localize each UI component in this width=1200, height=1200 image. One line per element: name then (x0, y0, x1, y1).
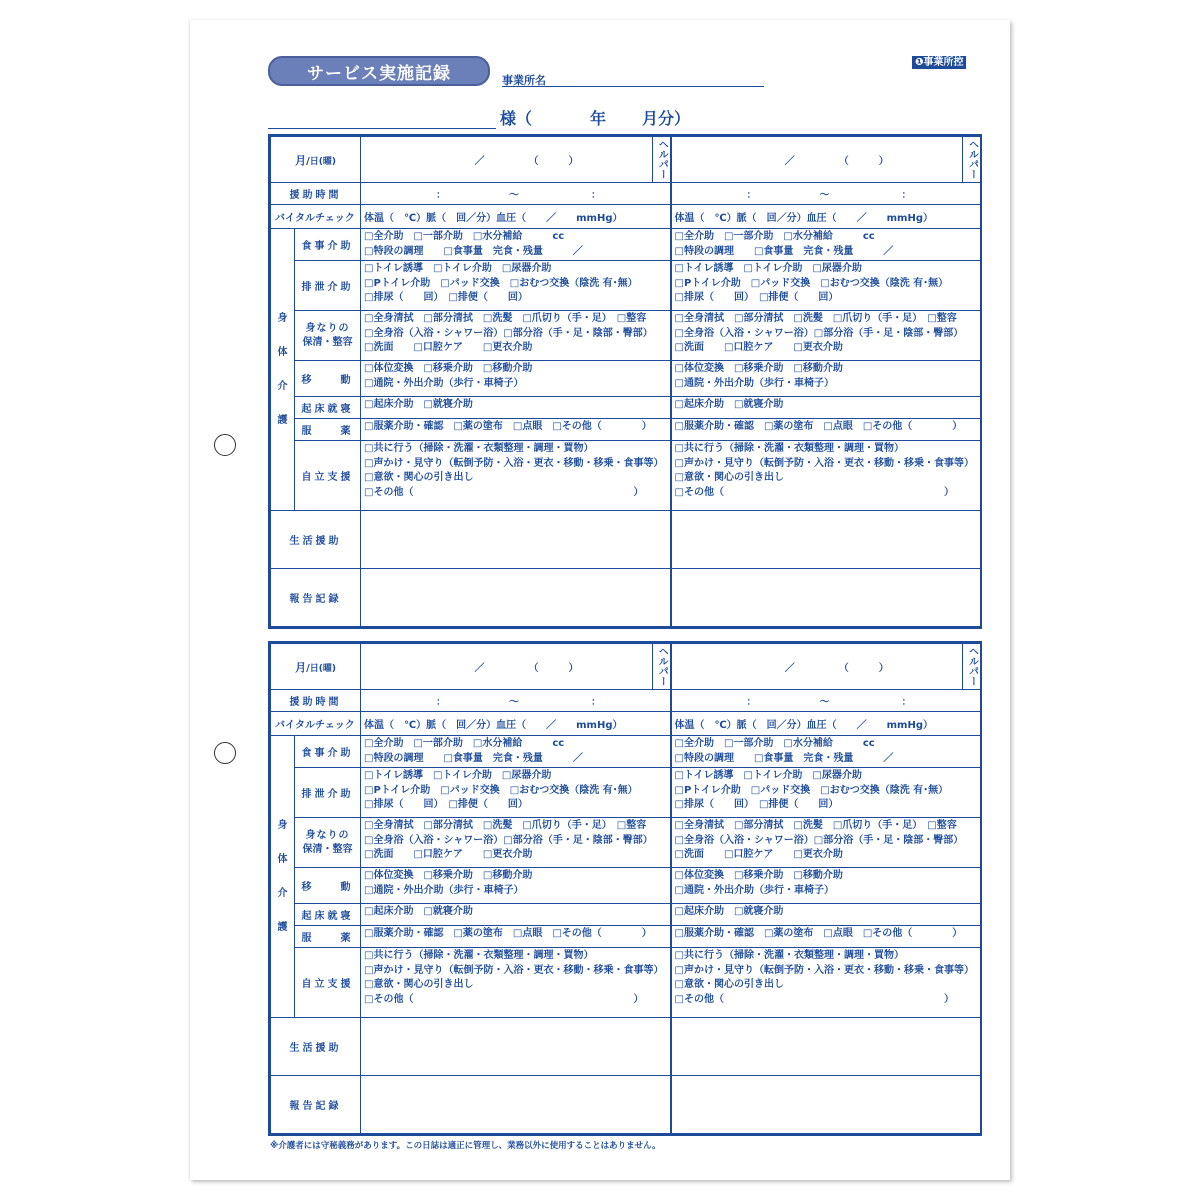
life-support-label: 生活援助 (271, 1018, 361, 1076)
vital-label: バイタルチェック (271, 712, 361, 736)
grooming-label: 身なりの 保清・整容 (295, 311, 361, 361)
client-period-row (500, 106, 690, 129)
report-field-left[interactable] (361, 1076, 671, 1134)
office-copy-badge: ❶事業所控 (912, 56, 966, 69)
meal-options-left[interactable]: □全介助 □一部介助 □水分補給 cc □特段の調理 □食事量 完食・残量 ／ (361, 736, 671, 768)
vital-label: バイタルチェック (271, 205, 361, 229)
meal-options-right[interactable]: □全介助 □一部介助 □水分補給 cc □特段の調理 □食事量 完食・残量 ／ (671, 736, 981, 768)
move-options-left[interactable]: □体位変換 □移乗介助 □移動介助 □通院・外出介助（歩行・車椅子） (361, 868, 671, 904)
helper-label-left: ヘルパー (653, 644, 671, 690)
excretion-options-right[interactable]: □トイレ誘導 □トイレ介助 □尿器介助 □Pトイレ介助 □パッド交換 □おむつ交換（陰洗 有･無） □排尿（ 回） □排便（ 回） (671, 768, 981, 818)
report-label: 報告記録 (271, 1076, 361, 1134)
medication-options-left[interactable]: □服薬介助・確認 □薬の塗布 □点眼 □その他（ ） (361, 419, 671, 441)
binder-hole-top (214, 434, 236, 456)
date-field-left[interactable]: ／ （ ） (361, 644, 653, 690)
independence-options-left[interactable]: □共に行う（掃除・洗濯・衣類整理・調理・買物） □声かけ・見守り（転倒予防・入浴・更衣・移動・移乗・食事等） □意欲・関心の引き出し □その他（ ） (361, 948, 671, 1018)
wake-sleep-options-left[interactable]: □起床介助 □就寝介助 (361, 904, 671, 926)
grooming-options-left[interactable]: □全身清拭 □部分清拭 □洗髪 □爪切り（手・足） □整容 □全身浴（入浴・シャワー浴）□部分浴（手・足・陰部・臀部） □洗面 □口腔ケア □更衣介助 (361, 311, 671, 361)
wake-sleep-options-right[interactable]: □起床介助 □就寝介助 (671, 904, 981, 926)
date-field-right[interactable]: ／ （ ） (671, 137, 963, 183)
move-label: 移 動 (295, 868, 361, 904)
life-support-field-right[interactable] (671, 1018, 981, 1076)
date-label: 月/日(曜) (271, 644, 361, 690)
client-name-field[interactable] (268, 128, 496, 129)
office-name-label: 事業所名 (502, 74, 546, 87)
form-title: サービス実施記録 (268, 56, 490, 86)
life-support-field-left[interactable] (361, 511, 671, 569)
medication-label: 服 薬 (295, 419, 361, 441)
meal-options-left[interactable]: □全介助 □一部介助 □水分補給 cc □特段の調理 □食事量 完食・残量 ／ (361, 229, 671, 261)
move-label: 移 動 (295, 361, 361, 397)
report-field-right[interactable] (671, 569, 981, 627)
life-support-field-right[interactable] (671, 511, 981, 569)
assist-time-field-left[interactable]: ： ～ ： (361, 183, 671, 205)
helper-label-right: ヘルパー (963, 137, 981, 183)
date-field-left[interactable]: ／ （ ） (361, 137, 653, 183)
year-label: 年 (590, 109, 607, 128)
period-open: （ (516, 109, 533, 128)
helper-label-right: ヘルパー (963, 644, 981, 690)
excretion-label: 排泄介助 (295, 261, 361, 311)
medication-options-right[interactable]: □服薬介助・確認 □薬の塗布 □点眼 □その他（ ） (671, 419, 981, 441)
vital-field-right[interactable]: 体温（ ℃）脈（ 回／分）血圧（ ／ mmHg） (671, 205, 981, 229)
move-options-left[interactable]: □体位変換 □移乗介助 □移動介助 □通院・外出介助（歩行・車椅子） (361, 361, 671, 397)
medication-label: 服 薬 (295, 926, 361, 948)
independence-label: 自立支援 (295, 948, 361, 1018)
wake-sleep-options-left[interactable]: □起床介助 □就寝介助 (361, 397, 671, 419)
confidentiality-note: ※介護者には守秘義務があります。この日誌は適正に管理し、業務以外に使用することはありません。 (270, 1141, 661, 1151)
excretion-label: 排泄介助 (295, 768, 361, 818)
life-support-field-left[interactable] (361, 1018, 671, 1076)
record-sheet (190, 20, 1010, 1180)
assist-time-field-right[interactable]: ： ～ ： (671, 690, 981, 712)
medication-options-left[interactable]: □服薬介助・確認 □薬の塗布 □点眼 □その他（ ） (361, 926, 671, 948)
grooming-options-right[interactable]: □全身清拭 □部分清拭 □洗髪 □爪切り（手・足） □整容 □全身浴（入浴・シャワー浴）□部分浴（手・足・陰部・臀部） □洗面 □口腔ケア □更衣介助 (671, 311, 981, 361)
meal-label: 食事介助 (295, 736, 361, 768)
grooming-label: 身なりの 保清・整容 (295, 818, 361, 868)
medication-options-right[interactable]: □服薬介助・確認 □薬の塗布 □点眼 □その他（ ） (671, 926, 981, 948)
body-care-label: 身 体 介 護 (271, 736, 295, 1018)
sama-label: 様 (500, 109, 517, 128)
date-field-right[interactable]: ／ （ ） (671, 644, 963, 690)
independence-options-right[interactable]: □共に行う（掃除・洗濯・衣類整理・調理・買物） □声かけ・見守り（転倒予防・入浴・更衣・移動・移乗・食事等） □意欲・関心の引き出し □その他（ ） (671, 441, 981, 511)
wake-sleep-label: 起床就寝 (295, 904, 361, 926)
body-care-label: 身 体 介 護 (271, 229, 295, 511)
independence-options-right[interactable]: □共に行う（掃除・洗濯・衣類整理・調理・買物） □声かけ・見守り（転倒予防・入浴・更衣・移動・移乗・食事等） □意欲・関心の引き出し □その他（ ） (671, 948, 981, 1018)
assist-time-field-right[interactable]: ： ～ ： (671, 183, 981, 205)
move-options-right[interactable]: □体位変換 □移乗介助 □移動介助 □通院・外出介助（歩行・車椅子） (671, 361, 981, 397)
grooming-options-left[interactable]: □全身清拭 □部分清拭 □洗髪 □爪切り（手・足） □整容 □全身浴（入浴・シャワー浴）□部分浴（手・足・陰部・臀部） □洗面 □口腔ケア □更衣介助 (361, 818, 671, 868)
vital-field-right[interactable]: 体温（ ℃）脈（ 回／分）血圧（ ／ mmHg） (671, 712, 981, 736)
assist-time-label: 援助時間 (271, 183, 361, 205)
independence-label: 自立支援 (295, 441, 361, 511)
helper-label-left: ヘルパー (653, 137, 671, 183)
wake-sleep-options-right[interactable]: □起床介助 □就寝介助 (671, 397, 981, 419)
move-options-right[interactable]: □体位変換 □移乗介助 □移動介助 □通院・外出介助（歩行・車椅子） (671, 868, 981, 904)
excretion-options-left[interactable]: □トイレ誘導 □トイレ介助 □尿器介助 □Pトイレ介助 □パッド交換 □おむつ交換（陰洗 有･無） □排尿（ 回） □排便（ 回） (361, 261, 671, 311)
meal-label: 食事介助 (295, 229, 361, 261)
excretion-options-left[interactable]: □トイレ誘導 □トイレ介助 □尿器介助 □Pトイレ介助 □パッド交換 □おむつ交換（陰洗 有･無） □排尿（ 回） □排便（ 回） (361, 768, 671, 818)
grooming-options-right[interactable]: □全身清拭 □部分清拭 □洗髪 □爪切り（手・足） □整容 □全身浴（入浴・シャワー浴）□部分浴（手・足・陰部・臀部） □洗面 □口腔ケア □更衣介助 (671, 818, 981, 868)
assist-time-label: 援助時間 (271, 690, 361, 712)
assist-time-field-left[interactable]: ： ～ ： (361, 690, 671, 712)
month-label: 月分） (642, 109, 691, 128)
record-block-top (268, 134, 982, 629)
report-label: 報告記録 (271, 569, 361, 627)
binder-hole-bottom (214, 742, 236, 764)
vital-field-left[interactable]: 体温（ ℃）脈（ 回／分）血圧（ ／ mmHg） (361, 205, 671, 229)
date-label: 月/日(曜) (271, 137, 361, 183)
office-name-field[interactable] (502, 86, 764, 87)
excretion-options-right[interactable]: □トイレ誘導 □トイレ介助 □尿器介助 □Pトイレ介助 □パッド交換 □おむつ交換（陰洗 有･無） □排尿（ 回） □排便（ 回） (671, 261, 981, 311)
life-support-label: 生活援助 (271, 511, 361, 569)
meal-options-right[interactable]: □全介助 □一部介助 □水分補給 cc □特段の調理 □食事量 完食・残量 ／ (671, 229, 981, 261)
independence-options-left[interactable]: □共に行う（掃除・洗濯・衣類整理・調理・買物） □声かけ・見守り（転倒予防・入浴・更衣・移動・移乗・食事等） □意欲・関心の引き出し □その他（ ） (361, 441, 671, 511)
record-block-bottom (268, 641, 982, 1136)
wake-sleep-label: 起床就寝 (295, 397, 361, 419)
report-field-left[interactable] (361, 569, 671, 627)
vital-field-left[interactable]: 体温（ ℃）脈（ 回／分）血圧（ ／ mmHg） (361, 712, 671, 736)
report-field-right[interactable] (671, 1076, 981, 1134)
